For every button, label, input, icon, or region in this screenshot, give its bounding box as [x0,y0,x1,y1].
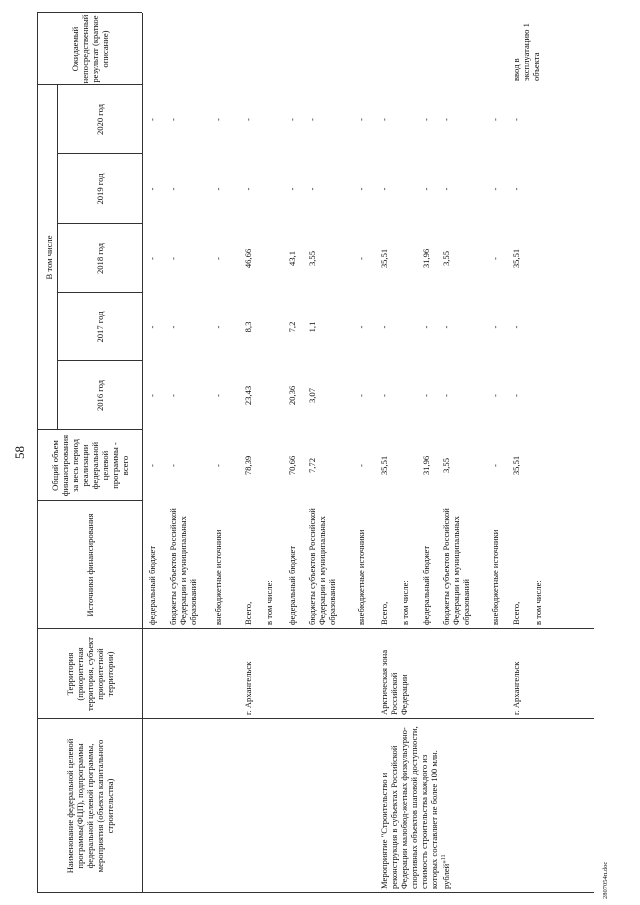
amount-cell: - [287,187,297,191]
amount-cell: - [421,187,431,191]
amount-cell: - [490,464,500,467]
footnote-mark: 11 [441,854,447,861]
header-year: 2018 год [94,242,105,275]
amount-cell: - [441,325,451,329]
amount-cell: 3,55 [307,250,317,267]
page-number: 58 [12,446,27,459]
amount-cell: - [379,187,389,191]
header-top-border [37,13,38,893]
amount-cell: - [213,257,223,260]
amount-cell: 35,51 [379,248,389,269]
source-label: в том числе: [400,580,410,625]
header-territory: Территория (приоритетная территория, субъект приоритетной территории) [64,637,115,711]
amount-cell: - [243,118,253,121]
amount-cell: - [356,257,366,260]
amount-cell: 35,51 [379,455,389,476]
column-border [57,292,142,293]
amount-cell: 43,1 [287,250,297,267]
amount-cell: - [490,118,500,121]
column-border [57,223,142,224]
amount-cell: - [356,464,366,467]
amount-cell: 35,51 [511,248,521,269]
amount-cell: - [307,118,317,121]
amount-cell: - [147,464,157,467]
header-name: Наименование федеральной целевой программы(ФЦП), подпрограммы федеральной целевой программы, мероприятия (объекта капитального строительства) [64,738,115,874]
amount-cell: - [421,394,431,397]
column-border [37,12,142,13]
source-label: федеральный бюджет [147,545,157,625]
amount-cell: - [213,394,223,397]
column-border [142,892,594,893]
amount-cell: 23,43 [243,385,253,406]
measure-name: Мероприятие "Строительство и реконструкция в субъектах Российской Федерации малобюд-жетных физкультурно-спортивных объектов шаговой доступности, стоимость строительства каждого из которых составляет не более 100 млн. рублей"$^{11}$ [379,726,451,889]
amount-cell: - [356,325,366,329]
source-label: внебюджетные источники [356,529,366,625]
amount-cell: - [379,118,389,121]
column-border [37,500,142,501]
amount-cell: - [421,118,431,121]
column-border [37,628,142,629]
source-label: внебюджетные источники [213,529,223,625]
header-year: 2020 год [94,103,105,136]
amount-cell: - [168,464,178,467]
amount-cell: - [356,118,366,121]
column-border [57,153,142,154]
column-border [37,718,142,719]
header-group: В том числе [44,235,54,280]
amount-cell: - [168,325,178,329]
amount-cell: - [168,187,178,191]
header-bottom-border [142,13,143,893]
amount-cell: - [511,118,521,121]
column-border [37,892,142,893]
amount-cell: - [511,325,521,329]
amount-cell: - [147,394,157,397]
amount-cell: - [441,118,451,121]
amount-cell: 31,96 [421,248,431,269]
source-label: внебюджетные источники [490,529,500,625]
amount-cell: - [213,325,223,329]
amount-cell: - [511,394,521,397]
amount-cell: 78,39 [243,455,253,476]
amount-cell: - [168,118,178,121]
amount-cell: - [213,464,223,467]
amount-cell: - [356,187,366,191]
amount-cell: - [490,187,500,191]
amount-cell: 7,2 [287,321,297,333]
source-label: в том числе: [533,580,543,625]
amount-cell: - [511,187,521,191]
source-label: бюджеты субъектов Российской Федерации и муниципальных образований [441,508,471,625]
source-label: Всего, [379,601,389,625]
amount-cell: - [356,394,366,397]
territory-arkhangelsk: г. Архангельск [243,661,253,715]
amount-cell: - [147,187,157,191]
header-result: Ожидаемый непосредственный результат (краткое описание) [69,14,110,84]
amount-cell: 3,55 [441,457,451,474]
source-label: федеральный бюджет [287,545,297,625]
header-year: 2017 год [94,311,105,343]
amount-cell: 1,1 [307,321,317,333]
amount-cell: - [147,118,157,121]
amount-cell: 31,96 [421,455,431,476]
group-divider [57,85,58,430]
source-label: федеральный бюджет [421,545,431,625]
amount-cell: - [147,257,157,260]
amount-cell: - [441,187,451,191]
amount-cell: - [168,257,178,260]
amount-cell: - [490,257,500,260]
header-year: 2019 год [94,173,105,205]
amount-cell: - [421,325,431,329]
amount-cell: - [490,325,500,329]
column-border [142,718,594,719]
amount-cell: 70,66 [287,455,297,476]
expected-result: ввод в эксплуатацию 1 объекта [511,23,541,81]
amount-cell: 3,07 [307,387,317,404]
footer-filename: 2807054п.doc [602,861,609,899]
source-label: бюджеты субъектов Российской Федерации и муниципальных образований [168,508,198,625]
amount-cell: 8,3 [243,321,253,333]
territory-arctic-zone: Арктическая зона Российской Федерации [379,649,409,715]
amount-cell: - [307,187,317,191]
amount-cell: - [379,325,389,329]
amount-cell: - [441,394,451,397]
amount-cell: - [168,394,178,397]
amount-cell: - [490,394,500,397]
amount-cell: - [147,325,157,329]
amount-cell: 3,55 [441,250,451,267]
amount-cell: - [213,118,223,121]
source-label: в том числе: [264,580,274,625]
amount-cell: 7,72 [307,457,317,474]
amount-cell: 20,36 [287,385,297,406]
source-label: Всего, [511,601,521,625]
header-year: 2016 год [94,379,105,412]
amount-cell: 35,51 [511,455,521,476]
column-border [57,360,142,361]
amount-cell: - [287,118,297,121]
header-sources: Источники финансирования [84,513,95,617]
source-label: бюджеты субъектов Российской Федерации и муниципальных образований [307,508,337,625]
header-total: Общий объем финансирования за весь период реализации федеральной целевой программы - всего [49,434,130,497]
amount-cell: - [213,187,223,191]
amount-cell: 46,66 [243,248,253,269]
column-border [142,628,594,629]
amount-cell: - [243,187,253,191]
amount-cell: - [379,394,389,397]
territory-arkhangelsk: г. Архангельск [511,661,521,715]
source-label: Всего, [243,601,253,625]
